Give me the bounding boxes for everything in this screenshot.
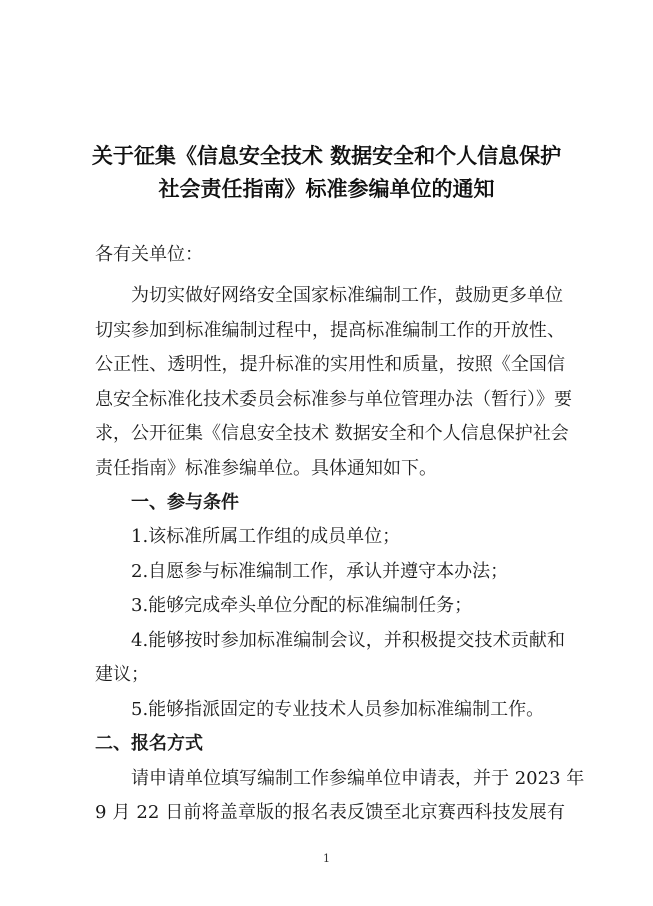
section-1-heading: 一、参与条件 xyxy=(131,492,239,513)
document-title-line-2: 社会责任指南》标准参编单位的通知 xyxy=(158,177,495,201)
condition-1: 1.该标准所属工作组的成员单位； xyxy=(131,526,401,547)
section-2-heading: 二、报名方式 xyxy=(95,733,203,754)
salutation: 各有关单位： xyxy=(95,244,203,265)
condition-3: 3.能够完成牵头单位分配的标准编制任务； xyxy=(131,595,473,616)
intro-line-6: 责任指南》标准参编单位。具体通知如下。 xyxy=(95,458,437,479)
intro-line-4: 息安全标准化技术委员会标准参与单位管理办法（暂行）》要 xyxy=(95,389,572,410)
intro-line-5: 求，公开征集《信息安全技术 数据安全和个人信息保护社会 xyxy=(95,423,569,444)
condition-5: 5.能够指派固定的专业技术人员参加标准编制工作。 xyxy=(131,699,545,720)
condition-4-continued: 建议； xyxy=(95,664,149,685)
condition-2: 2.自愿参与标准编制工作，承认并遵守本办法； xyxy=(131,561,509,582)
page-number: 1 xyxy=(323,852,330,865)
condition-4: 4.能够按时参加标准编制会议，并积极提交技术贡献和 xyxy=(131,630,565,651)
intro-line-3: 公正性、透明性，提升标准的实用性和质量，按照《全国信 xyxy=(95,354,565,375)
intro-line-1: 为切实做好网络安全国家标准编制工作，鼓励更多单位 xyxy=(131,285,563,306)
intro-line-2: 切实参加到标准编制过程中，提高标准编制工作的开放性、 xyxy=(95,320,565,341)
document-title-line-1: 关于征集《信息安全技术 数据安全和个人信息保护 xyxy=(91,144,562,168)
registration-line-2: 9 月 22 日前将盖章版的报名表反馈至北京赛西科技发展有 xyxy=(95,802,565,823)
registration-line-1: 请申请单位填写编制工作参编单位申请表，并于 2023 年 xyxy=(131,768,585,789)
